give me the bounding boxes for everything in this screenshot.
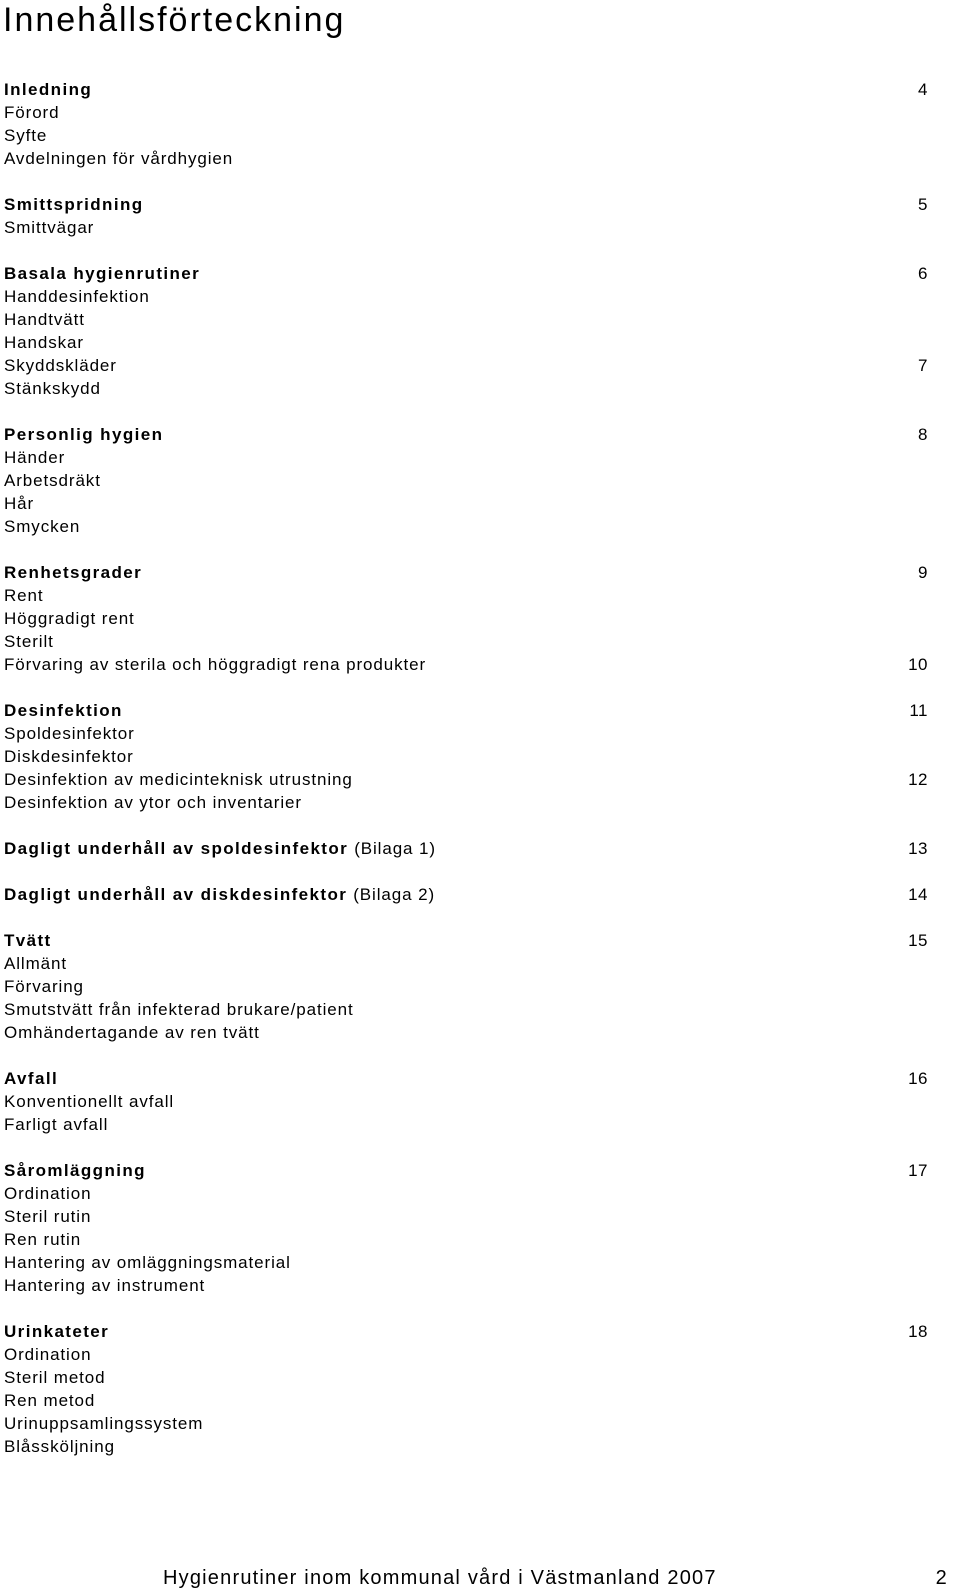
toc-heading-label [4, 1159, 146, 1182]
toc-entry [4, 216, 928, 239]
toc-entry-label: Ordination [4, 1345, 92, 1364]
toc-entry [4, 768, 928, 791]
toc-entry [4, 124, 928, 147]
toc-section-heading [4, 1320, 928, 1343]
toc-entry [4, 653, 928, 676]
toc-entry [4, 354, 928, 377]
toc-entry [4, 952, 928, 975]
toc-entry-label: Rent [4, 586, 44, 605]
toc-entry [4, 469, 928, 492]
toc-entry [4, 101, 928, 124]
toc-entry [4, 1274, 928, 1297]
toc-entry [4, 1228, 928, 1251]
toc-section-heading [4, 699, 928, 722]
toc-heading-label [4, 1067, 58, 1090]
toc-page-number: 5 [918, 195, 928, 214]
toc-entry [4, 1205, 928, 1228]
toc-entry-label: Smycken [4, 517, 81, 536]
toc-entry-label: Urinuppsamlingssystem [4, 1414, 204, 1433]
toc-entry-label: Syfte [4, 126, 48, 145]
toc-entry [4, 1113, 928, 1136]
toc-page-number: 8 [918, 425, 928, 444]
toc-entry-label: Smutstvätt från infekterad brukare/patient [4, 1000, 354, 1019]
toc-section [4, 1320, 928, 1458]
toc-section [4, 193, 928, 239]
toc-entry [4, 1182, 928, 1205]
footer-text: Hygienrutiner inom kommunal vård i Västmanland 2007 [163, 1567, 717, 1589]
toc-entry-label: Ren rutin [4, 1230, 82, 1249]
toc-entry-label: Desinfektion av ytor och inventarier [4, 793, 302, 812]
toc-entry-label: Hantering av instrument [4, 1276, 206, 1295]
toc-entry-label: Diskdesinfektor [4, 747, 134, 766]
toc-section-heading [4, 193, 928, 216]
toc-entry-label: Farligt avfall [4, 1115, 109, 1134]
toc-section [4, 837, 928, 860]
toc-entry [4, 1021, 928, 1044]
toc-page-number: 4 [918, 80, 928, 99]
toc-section [4, 561, 928, 676]
toc-entry [4, 1090, 928, 1113]
toc-heading-label [4, 262, 200, 285]
toc-heading-label [4, 423, 163, 446]
toc-heading-label [4, 929, 52, 952]
toc-entry-label: Händer [4, 448, 66, 467]
toc-entry [4, 791, 928, 814]
toc-page-number: 13 [908, 839, 928, 858]
toc-heading-label [4, 193, 144, 216]
toc-heading-label [4, 883, 435, 906]
toc-entry-label: Desinfektion av medicinteknisk utrustning [4, 770, 353, 789]
toc-heading-label [4, 561, 142, 584]
toc-section [4, 883, 928, 906]
table-of-contents [4, 78, 928, 1481]
toc-section [4, 699, 928, 814]
toc-section [4, 1159, 928, 1297]
toc-entry [4, 147, 928, 170]
toc-section-heading [4, 262, 928, 285]
toc-heading-label [4, 837, 436, 860]
toc-entry-label: Allmänt [4, 954, 67, 973]
toc-entry-label: Sterilt [4, 632, 54, 651]
toc-entry-label: Förvaring av sterila och höggradigt rena produkter [4, 655, 427, 674]
toc-heading-text: Desinfektion [4, 701, 123, 720]
toc-heading-suffix: (Bilaga 2) [353, 885, 436, 904]
toc-entry-label: Spoldesinfektor [4, 724, 135, 743]
toc-page-number: 6 [918, 264, 928, 283]
toc-entry [4, 607, 928, 630]
toc-entry [4, 1343, 928, 1366]
toc-heading-text: Smittspridning [4, 195, 144, 214]
toc-entry-label: Omhändertagande av ren tvätt [4, 1023, 260, 1042]
toc-heading-text: Urinkateter [4, 1322, 110, 1341]
toc-page-number: 18 [908, 1322, 928, 1341]
toc-section-heading [4, 78, 928, 101]
toc-entry-label: Handskar [4, 333, 84, 352]
toc-section [4, 929, 928, 1044]
page-footer [0, 1566, 948, 1590]
toc-heading-label [4, 699, 123, 722]
toc-heading-text: Basala hygienrutiner [4, 264, 201, 283]
toc-entry [4, 285, 928, 308]
toc-entry-label: Avdelningen för vårdhygien [4, 149, 234, 168]
toc-section [4, 423, 928, 538]
toc-entry-label: Konventionellt avfall [4, 1092, 175, 1111]
toc-page-number: 15 [908, 931, 928, 950]
toc-entry [4, 722, 928, 745]
toc-heading-text: Dagligt underhåll av spoldesinfektor [4, 839, 349, 858]
toc-section-heading [4, 1159, 928, 1182]
toc-page-number: 16 [908, 1069, 928, 1088]
toc-entry-label: Ordination [4, 1184, 92, 1203]
toc-entry-label: Stänkskydd [4, 379, 101, 398]
toc-page-number: 17 [908, 1161, 928, 1180]
toc-entry [4, 745, 928, 768]
toc-entry [4, 1251, 928, 1274]
toc-entry [4, 630, 928, 653]
toc-heading-label [4, 1320, 109, 1343]
toc-page-number: 11 [909, 701, 928, 720]
page-title: Innehållsförteckning [3, 1, 346, 39]
toc-section [4, 262, 928, 400]
toc-entry-label: Steril rutin [4, 1207, 92, 1226]
toc-section [4, 78, 928, 170]
toc-heading-label [4, 78, 92, 101]
toc-heading-suffix: (Bilaga 1) [354, 839, 436, 858]
toc-entry [4, 1435, 928, 1458]
toc-entry-label: Hantering av omläggningsmaterial [4, 1253, 291, 1272]
toc-entry [4, 308, 928, 331]
toc-entry [4, 584, 928, 607]
toc-section [4, 1067, 928, 1136]
toc-entry-label: Handdesinfektion [4, 287, 150, 306]
toc-entry-label: Arbetsdräkt [4, 471, 101, 490]
toc-entry-label: Hår [4, 494, 35, 513]
toc-entry-label: Förord [4, 103, 60, 122]
toc-section-heading [4, 1067, 928, 1090]
toc-entry-label: Steril metod [4, 1368, 106, 1387]
toc-heading-text: Tvätt [4, 931, 52, 950]
toc-heading-text: Personlig hygien [4, 425, 164, 444]
toc-entry [4, 1389, 928, 1412]
toc-section-heading [4, 883, 928, 906]
toc-page-number: 14 [908, 885, 928, 904]
toc-entry [4, 1412, 928, 1435]
toc-entry-label: Handtvätt [4, 310, 85, 329]
toc-entry [4, 492, 928, 515]
toc-page-number: 10 [908, 655, 928, 674]
toc-entry [4, 975, 928, 998]
toc-heading-text: Renhetsgrader [4, 563, 143, 582]
footer-page-number: 2 [935, 1567, 948, 1589]
toc-section-heading [4, 423, 928, 446]
toc-entry [4, 446, 928, 469]
toc-entry-label: Blåssköljning [4, 1437, 115, 1456]
toc-page-number: 7 [918, 356, 928, 375]
toc-entry [4, 377, 928, 400]
toc-heading-text: Avfall [4, 1069, 59, 1088]
toc-entry-label: Höggradigt rent [4, 609, 135, 628]
toc-section-heading [4, 561, 928, 584]
toc-entry [4, 331, 928, 354]
toc-heading-text: Inledning [4, 80, 93, 99]
toc-section-heading [4, 837, 928, 860]
toc-heading-text: Såromläggning [4, 1161, 146, 1180]
toc-page-number: 12 [908, 770, 928, 789]
toc-page-number: 9 [918, 563, 928, 582]
toc-entry-label: Smittvägar [4, 218, 95, 237]
toc-entry [4, 1366, 928, 1389]
toc-entry-label: Skyddskläder [4, 356, 117, 375]
toc-heading-text: Dagligt underhåll av diskdesinfektor [4, 885, 348, 904]
toc-entry [4, 515, 928, 538]
toc-entry-label: Förvaring [4, 977, 84, 996]
toc-entry [4, 998, 928, 1021]
toc-section-heading [4, 929, 928, 952]
toc-entry-label: Ren metod [4, 1391, 96, 1410]
